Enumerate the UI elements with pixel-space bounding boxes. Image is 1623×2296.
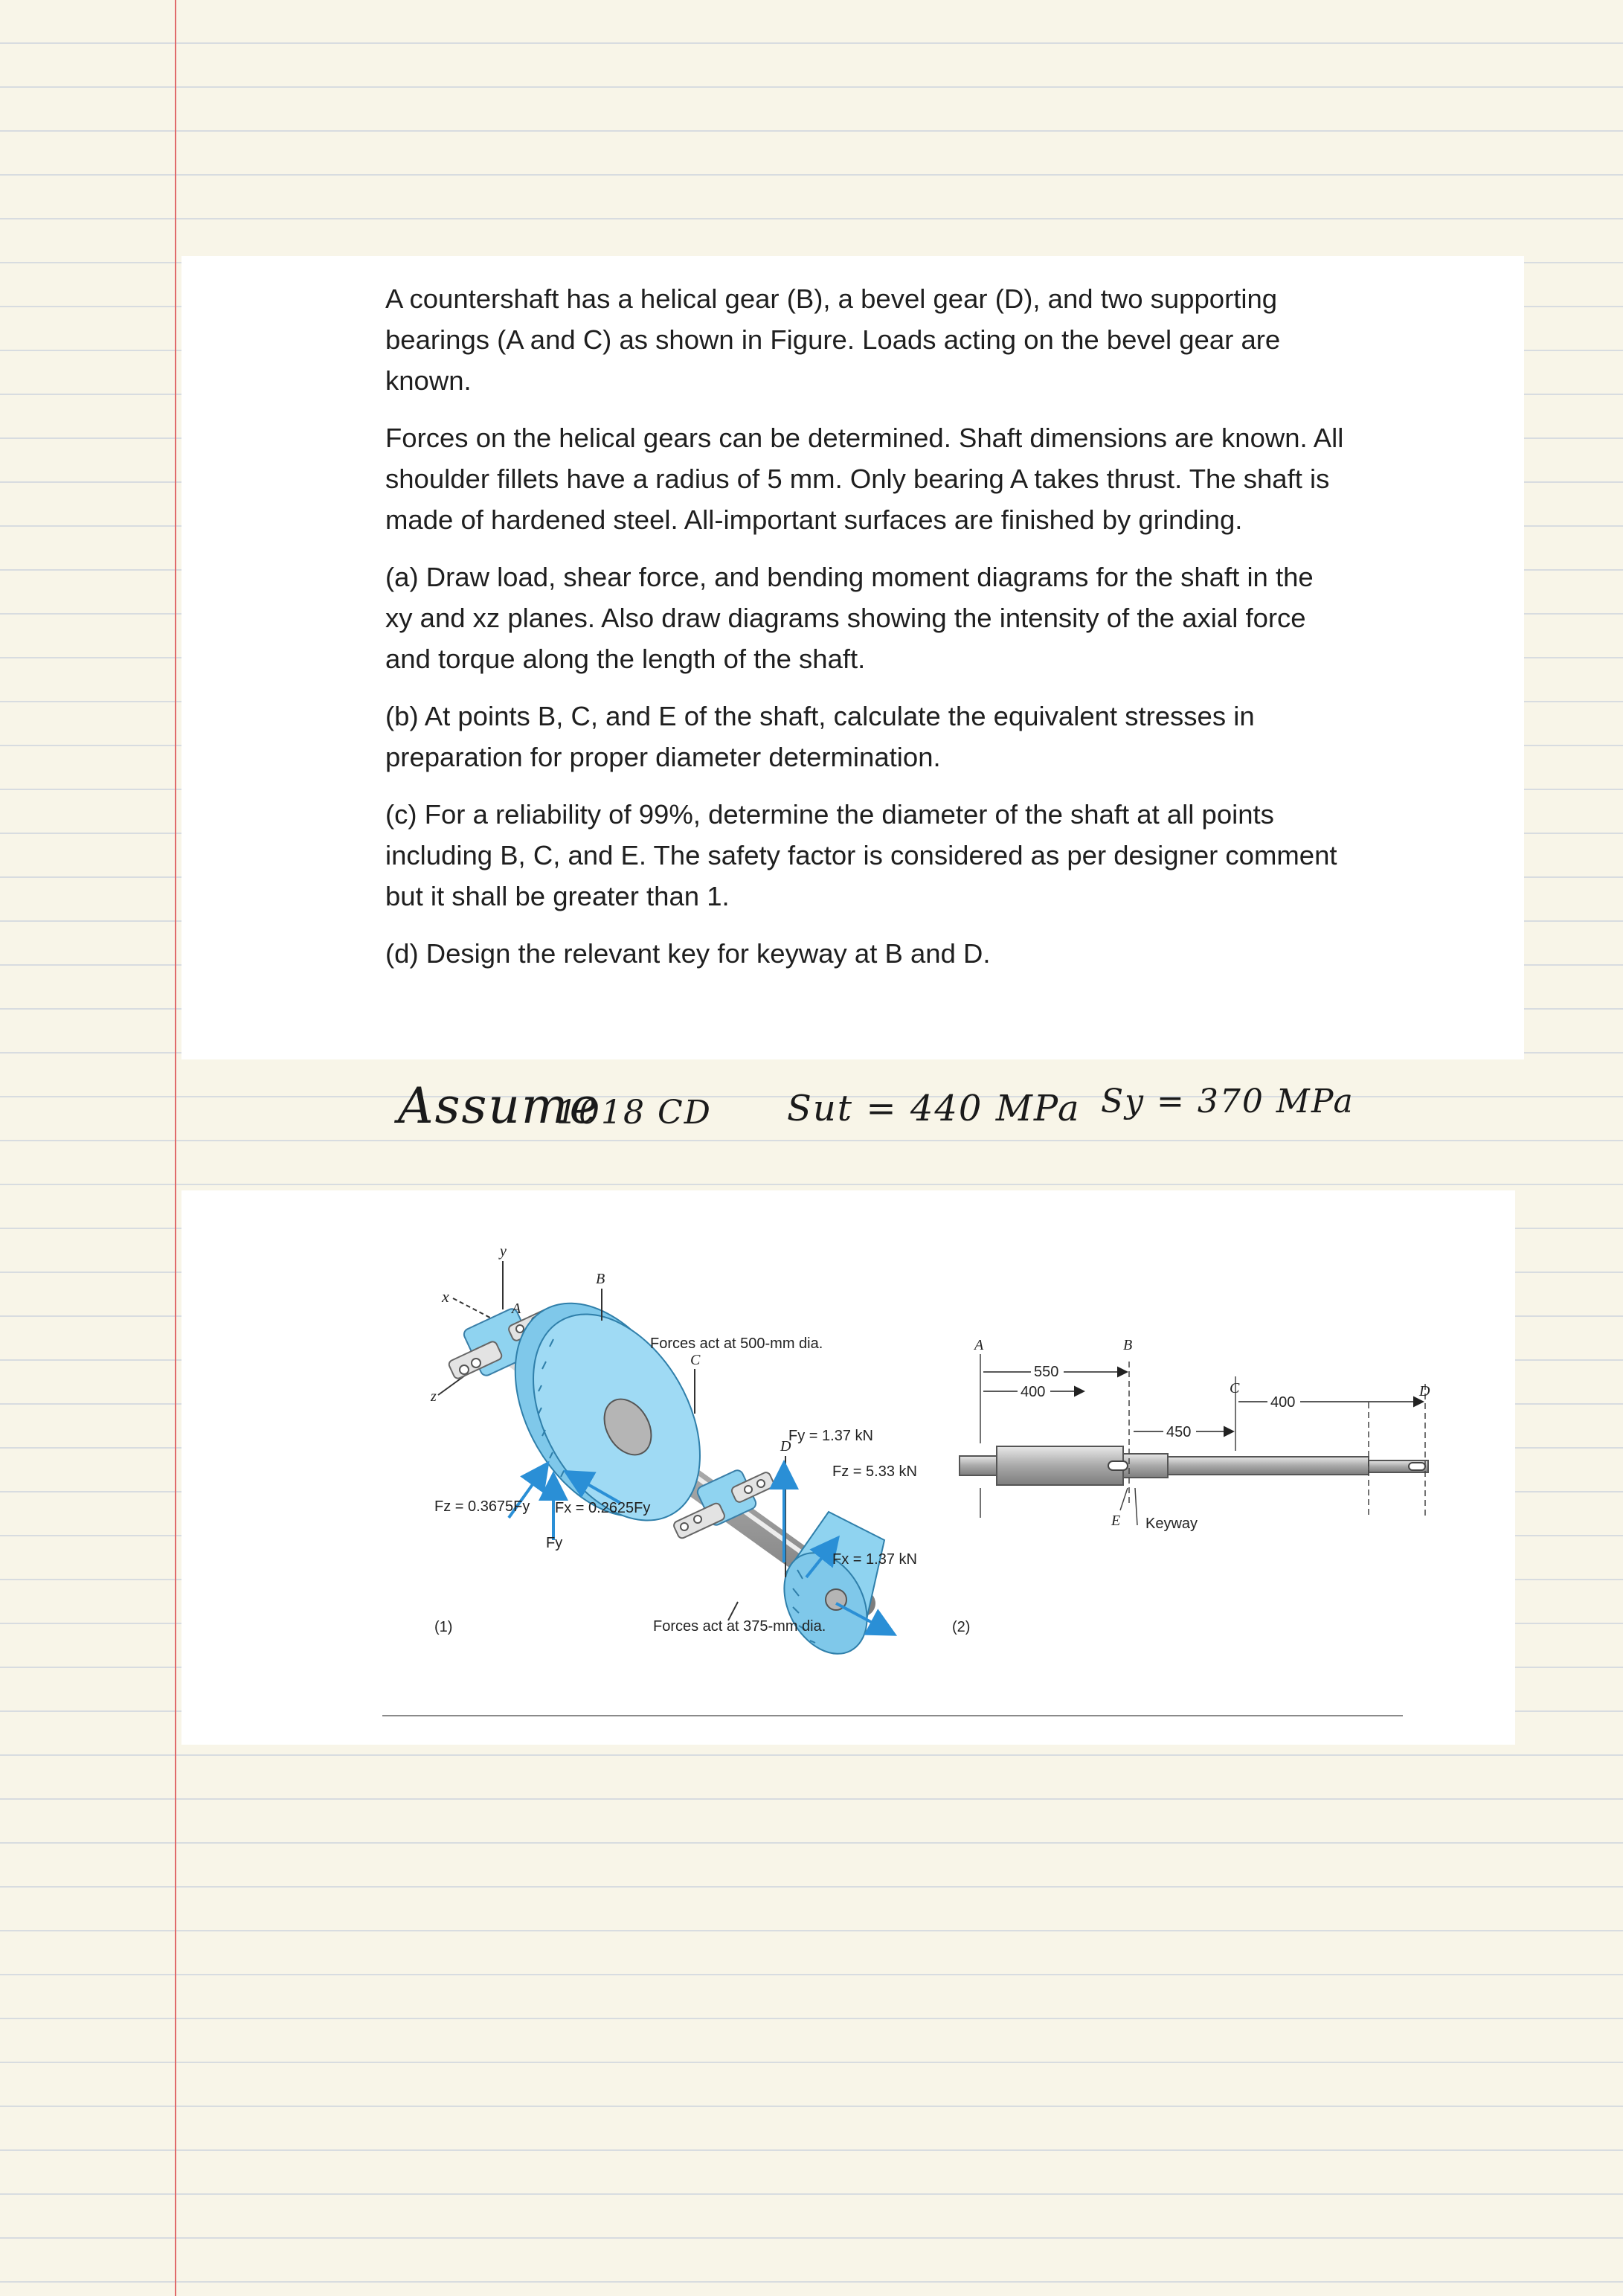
label-fz-helical: Fz = 0.3675Fy xyxy=(434,1498,530,1515)
label-fx-bevel: Fx = 1.37 kN xyxy=(832,1551,917,1568)
bottom-rule xyxy=(382,1715,1403,1716)
shaft-figures xyxy=(181,1190,1515,1745)
leader-e xyxy=(1120,1488,1128,1510)
label-fy-bevel: Fy = 1.37 kN xyxy=(788,1428,873,1444)
figure-1-label: (1) xyxy=(434,1619,453,1635)
label-fz-bevel: Fz = 5.33 kN xyxy=(832,1463,917,1480)
fig1-point-a: A xyxy=(512,1301,521,1317)
fig1-point-c: C xyxy=(690,1352,701,1368)
keyway-b xyxy=(1108,1461,1128,1470)
margin-line xyxy=(175,0,176,2296)
fig2-point-d: D xyxy=(1419,1383,1430,1399)
shaft-large-section xyxy=(997,1446,1123,1485)
figure-1-isometric xyxy=(430,1243,917,1668)
fig2-point-b: B xyxy=(1123,1337,1133,1353)
note-forces-500: Forces act at 500-mm dia. xyxy=(650,1335,823,1352)
fig1-point-b: B xyxy=(596,1271,605,1287)
axis-z-label: z xyxy=(431,1388,437,1405)
handwritten-assume: Assume xyxy=(398,1077,600,1135)
dim-550: 550 xyxy=(1034,1364,1059,1380)
dim-450: 450 xyxy=(1166,1424,1192,1440)
figure-card xyxy=(181,1190,1515,1745)
paragraph-part-a: (a) Draw load, shear force, and bending moment diagrams for the shaft in the xy and xz planes. Also draw diagrams showing the intensity of the axial force and torque along the length of the shaft. xyxy=(385,562,1314,674)
dim-400-left: 400 xyxy=(1021,1384,1046,1400)
shaft-shoulder-section xyxy=(1123,1454,1168,1478)
handwritten-material: 1018 CD xyxy=(556,1094,712,1132)
handwritten-sut: Sut = 440 MPa xyxy=(787,1088,1081,1129)
paragraph-conditions: Forces on the helical gears can be determined. Shaft dimensions are known. All shoulder fillets have a radius of 5 mm. Only bearing A takes thrust. The shaft is made of hardened steel. All-important surfaces are finished by grinding. xyxy=(385,423,1344,535)
figure-2-dimensioned-shaft xyxy=(952,1337,1430,1635)
problem-text xyxy=(385,278,1345,990)
axis-x-label: x xyxy=(442,1287,449,1306)
keyway-label: Keyway xyxy=(1145,1516,1198,1532)
label-fy-helical: Fy xyxy=(546,1535,563,1551)
figure-2-label: (2) xyxy=(952,1619,971,1635)
problem-statement-card xyxy=(181,256,1524,1059)
note-forces-375: Forces act at 375-mm dia. xyxy=(653,1618,826,1635)
fig2-point-c: C xyxy=(1230,1380,1240,1396)
paragraph-part-c: (c) For a reliability of 99%, determine the diameter of the shaft at all points including B, C, and E. The safety factor is considered as per designer comment but it shall be greater than 1. xyxy=(385,799,1337,911)
paragraph-part-d: (d) Design the relevant key for keyway at B and D. xyxy=(385,938,991,969)
fig2-point-a: A xyxy=(974,1337,984,1353)
handwritten-sy: Sy = 370 MPa xyxy=(1101,1083,1354,1120)
paragraph-part-b: (b) At points B, C, and E of the shaft, calculate the equivalent stresses in preparation for proper diameter determination. xyxy=(385,701,1255,772)
paragraph-intro: A countershaft has a helical gear (B), a bevel gear (D), and two supporting bearings (A and C) as shown in Figure. Loads acting on the bevel gear are known. xyxy=(385,283,1281,396)
label-fx-helical: Fx = 0.2625Fy xyxy=(555,1500,651,1516)
leader-keyway xyxy=(1135,1488,1137,1525)
keyway-d xyxy=(1409,1463,1425,1470)
shaft-left-stub xyxy=(960,1456,998,1475)
axis-y-label: y xyxy=(500,1243,507,1260)
fig2-point-e: E xyxy=(1111,1513,1121,1529)
fig1-point-d: D xyxy=(780,1438,791,1455)
shaft-middle-section xyxy=(1168,1457,1369,1475)
dim-400-right: 400 xyxy=(1270,1394,1296,1411)
